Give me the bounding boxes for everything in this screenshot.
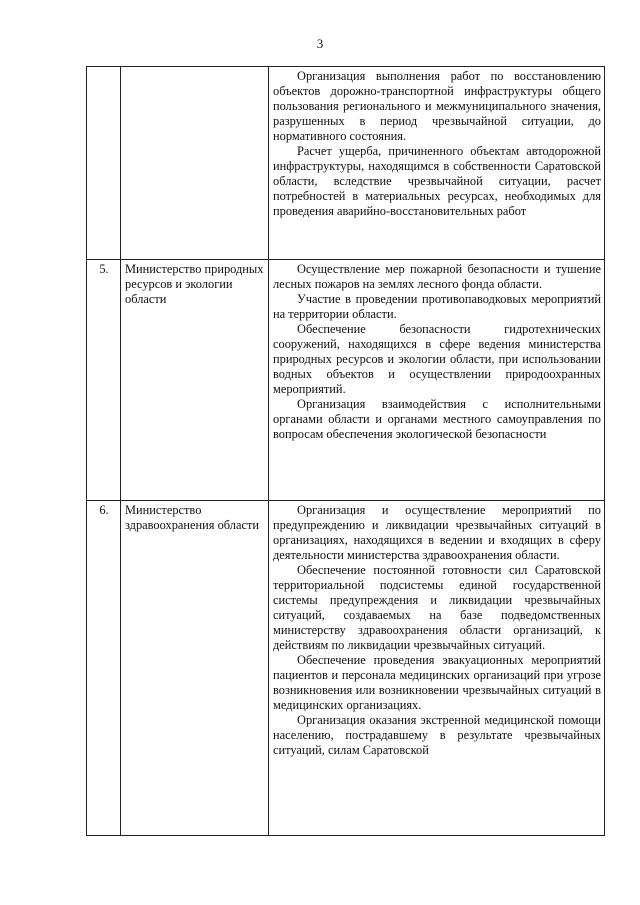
duty-paragraph: Организация взаимодействия с исполнительными органами области и органами местного самоуправления по вопросам обеспечения экологической безопасности [273,397,601,441]
row-number [87,67,121,260]
page-number: 3 [316,36,324,51]
responsibilities-table [86,66,605,836]
duties-cell [269,260,605,501]
duty-paragraph: Обеспечение постоянной готовности сил Саратовской территориальной подсистемы единой государственной системы предупреждения и ликвидации чрезвычайных ситуаций, создаваемых на базе подведомственных министерству здравоохранения области организаций, к действиям по ликвидации чрезвычайных ситуаций. [273,563,601,652]
duty-paragraph: Организация оказания экстренной медицинской помощи населению, пострадавшему в результате чрезвычайных ситуаций, силам Саратовской [273,713,601,757]
duty-paragraph: Обеспечение проведения эвакуационных мероприятий пациентов и персонала медицинских организаций при угрозе возникновения или возникновении чрезвычайных ситуаций в медицинских организациях. [273,653,601,712]
table-row [87,501,605,836]
duty-paragraph: Организация выполнения работ по восстановлению объектов дорожно-транспортной инфраструктуры общего пользования регионального и межмуниципального значения, разрушенных в период чрезвычайной ситуации, до нормативного состояния. [273,69,601,143]
duty-paragraph: Обеспечение безопасности гидротехнических сооружений, находящихся в сфере ведения министерства природных ресурсов и экологии области, при использовании водных объектов и осуществлении природоохранных мероприятий. [273,322,601,396]
organization-name [121,67,269,260]
row-number: 6. [87,501,121,836]
duties-cell [269,67,605,260]
duty-paragraph: Расчет ущерба, причиненного объектам автодорожной инфраструктуры, находящимся в собственности Саратовской области, вследствие чрезвычайной ситуации, расчет потребностей в материальных ресурсах, необходимых для проведения аварийно-восстановительных работ [273,144,601,218]
duty-paragraph: Организация и осуществление мероприятий по предупреждению и ликвидации чрезвычайных ситуаций в организациях, находящихся в ведении и входящих в сферу деятельности министерства здравоохранения области. [273,503,601,562]
duty-paragraph: Осуществление мер пожарной безопасности и тушение лесных пожаров на землях лесного фонда области. [273,262,601,291]
organization-name: Министерство здравоохранения области [121,501,269,836]
row-number: 5. [87,260,121,501]
duty-paragraph: Участие в проведении противопаводковых мероприятий на территории области. [273,292,601,321]
duties-cell [269,501,605,836]
table-row [87,260,605,501]
organization-name: Министерство природных ресурсов и экологии области [121,260,269,501]
table-row [87,67,605,260]
